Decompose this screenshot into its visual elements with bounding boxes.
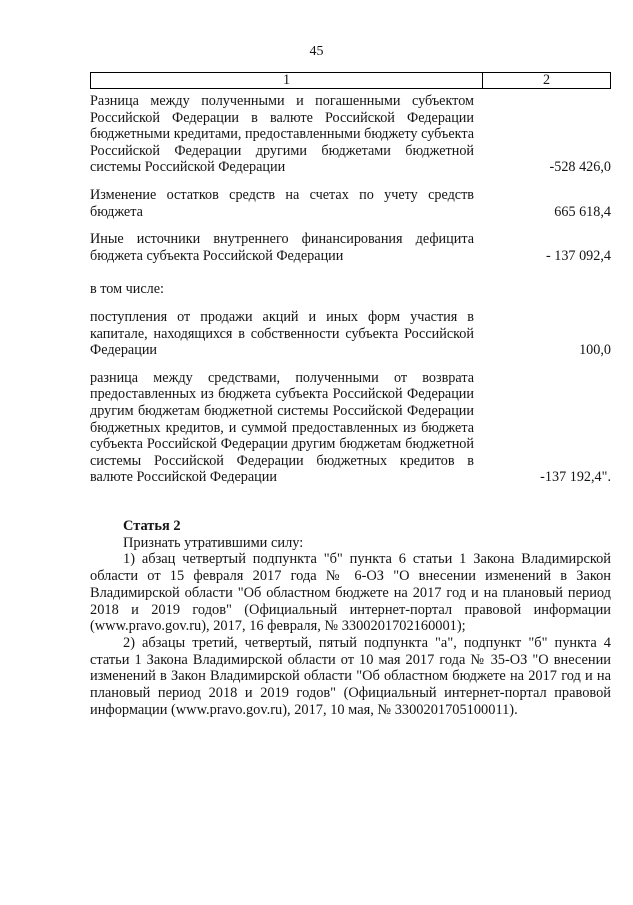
column-2-header: 2 — [542, 72, 551, 88]
table-row — [90, 370, 611, 486]
table-row — [90, 187, 611, 220]
article-2 — [90, 518, 611, 718]
table-row — [90, 281, 611, 298]
row-text: в том числе: — [90, 281, 164, 298]
page-number: 45 — [309, 44, 324, 59]
article-title: Статья 2 — [123, 518, 181, 534]
table-row — [90, 93, 611, 176]
article-item: 2) абзацы третий, четвертый, пятый подпункта "а", подпункт "б" пункта 4 статьи 1 Закона Владимирской области от 10 мая 2017 года № 35-ОЗ "О внесении изменений в Закон Владимирской области "Об областном бюджете на 2017 год и на плановый период 2018 и 2019 годов" (Официальный интернет-портал правовой информации (www.pravo.gov.ru), 2017, 10 мая, № 3300201705100011). — [90, 634, 611, 718]
article-intro: Признать утратившими силу: — [123, 534, 304, 551]
row-text: Иные источники внутреннего финансирования дефицита бюджета субъекта Российской Федерации — [90, 231, 474, 264]
row-value: -137 192,4". — [540, 469, 611, 486]
table-row — [90, 231, 611, 264]
row-value: -528 426,0 — [549, 159, 611, 176]
row-text: разница между средствами, полученными от возврата предоставленных из бюджета субъекта Российской Федерации другим бюджетам бюджетной системы Российской Федерации бюджетных кредитов, и суммой предоставленных из бюджета субъекта Российской Федерации другим бюджетам бюджетной системы Российской Федерации бюджетных кредитов в валюте Российской Федерации — [90, 369, 474, 486]
row-value: 665 618,4 — [554, 203, 611, 220]
column-1-header: 1 — [91, 73, 483, 88]
row-value: 100,0 — [579, 342, 611, 359]
article-item: 1) абзац четвертый подпункта "б" пункта 6 статьи 1 Закона Владимирской области от 15 февраля 2017 года № 6-ОЗ "О внесении изменений в Закон Владимирской области "Об областном бюджете на 2017 год и на плановый период 2018 и 2019 годов" (Официальный интернет-портал правовой информации (www.pravo.gov.ru), 2017, 16 февраля, № 3300201702160001); — [90, 551, 611, 635]
row-text: Изменение остатков средств на счетах по учету средств бюджета — [90, 186, 474, 220]
table-header — [90, 72, 611, 89]
row-text: поступления от продажи акций и иных форм участия в капитале, находящихся в собственности субъекта Российской Федерации — [90, 308, 474, 359]
row-value: - 137 092,4 — [545, 247, 611, 264]
table-row — [90, 309, 611, 359]
row-text: Разница между полученными и погашенными субъектом Российской Федерации в валюте Российской Федерации бюджетными кредитами, предоставленными бюджету субъекта Российской Федерации другими бюджетами бюджетной системы Российской Федерации — [90, 93, 474, 176]
sources-table — [90, 72, 611, 486]
